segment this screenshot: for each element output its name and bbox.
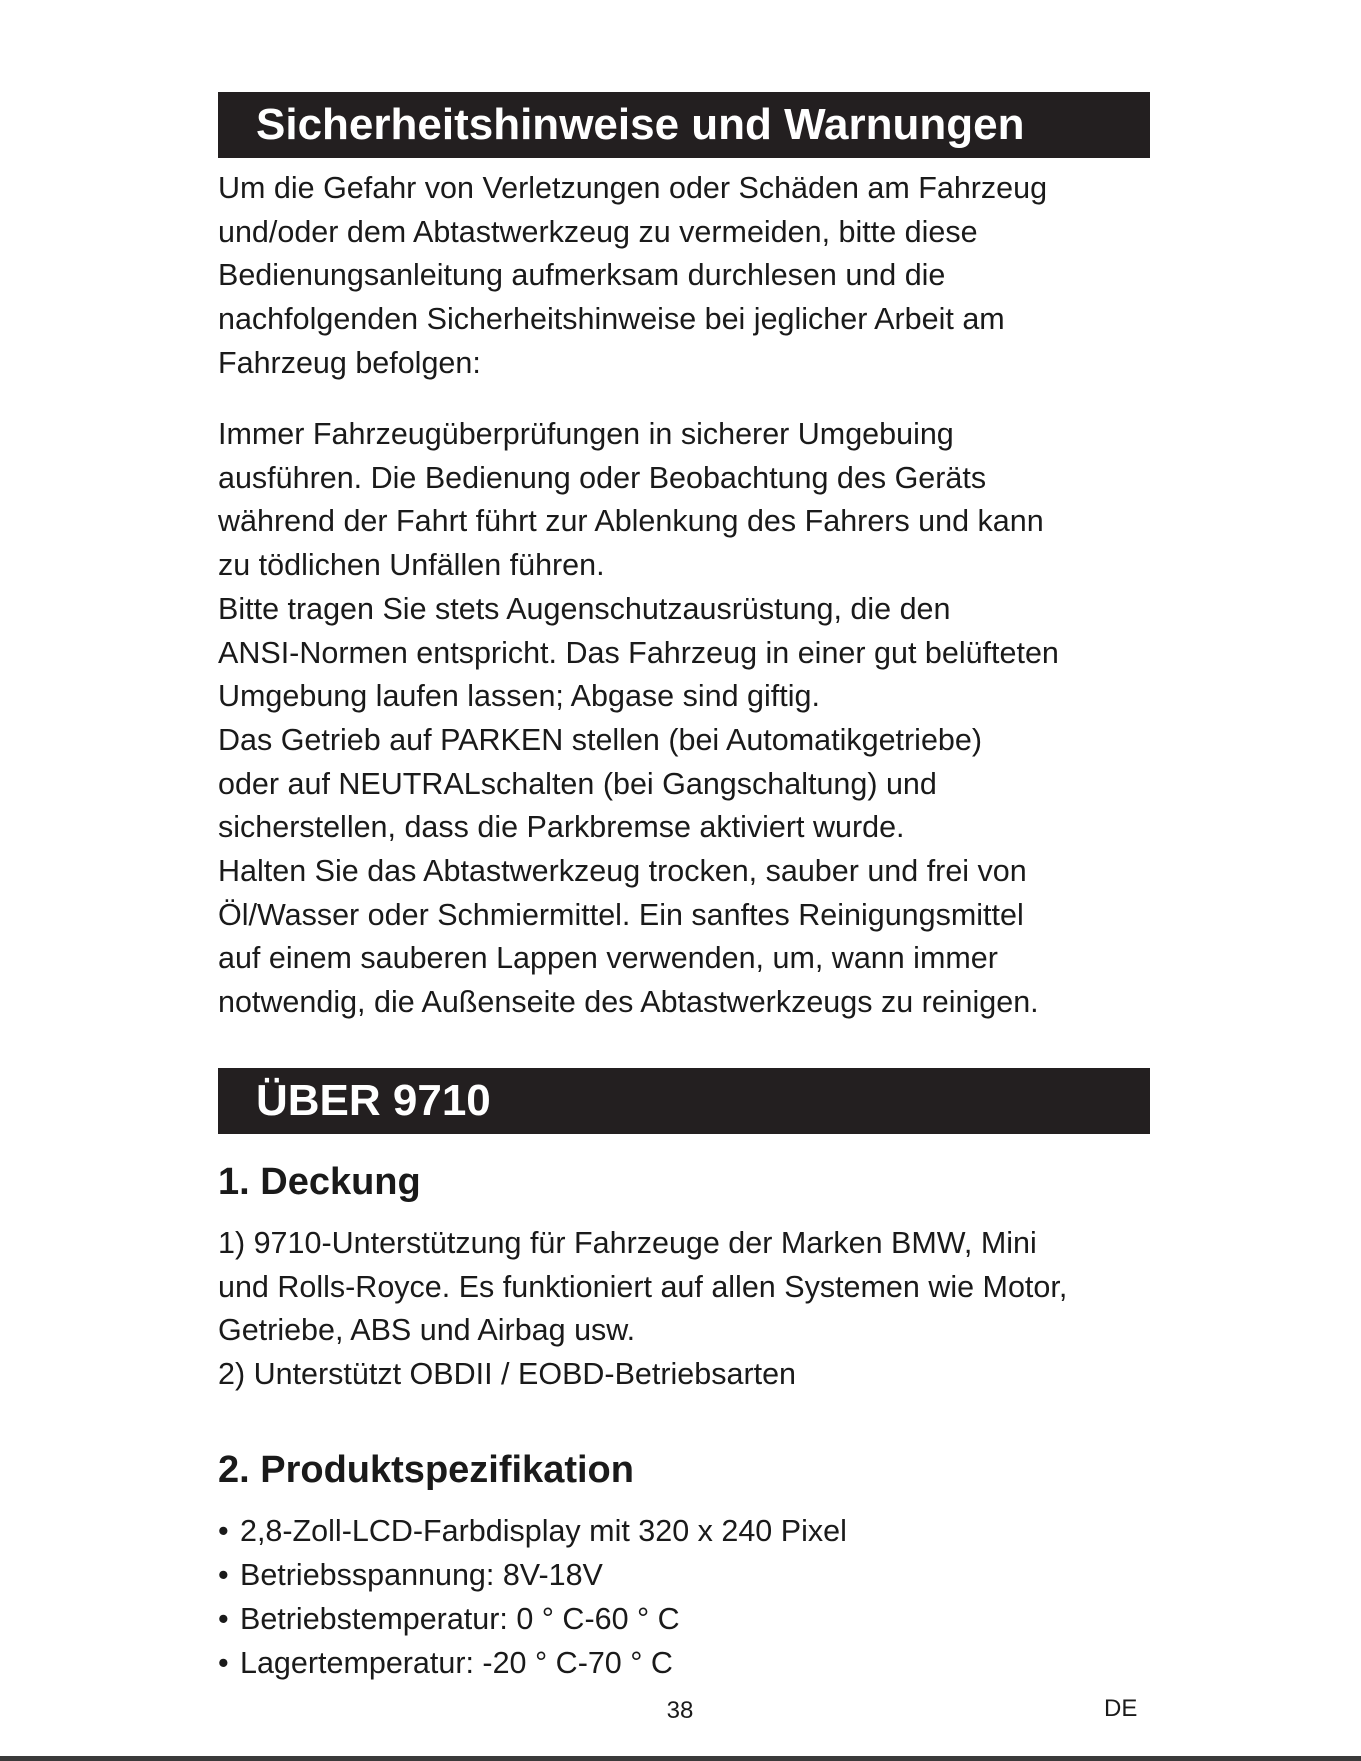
bullet-icon: • (218, 1558, 229, 1592)
page-number: 38 (666, 1697, 694, 1724)
safety-section-banner: Sicherheitshinweise und Warnungen (218, 92, 1150, 158)
text-line: Das Getrieb auf PARKEN stellen (bei Automatikgetriebe) (218, 722, 982, 757)
language-code: DE (1104, 1695, 1138, 1722)
text-line: nachfolgenden Sicherheitshinweise bei jeglicher Arbeit am (218, 302, 1005, 337)
safety-instructions-paragraph (218, 413, 1158, 1025)
text-line: ausführen. Die Bedienung oder Beobachtung des Geräts (218, 460, 987, 495)
text-line: Fahrzeug befolgen: (218, 345, 481, 380)
text-line: und Rolls-Royce. Es funktioniert auf allen Systemen wie Motor, (218, 1269, 1068, 1304)
text-line: sicherstellen, dass die Parkbremse aktiviert wurde. (218, 810, 905, 845)
page-bottom-divider (0, 1756, 1361, 1761)
text-line: während der Fahrt führt zur Ablenkung des Fahrers und kann (218, 504, 1044, 539)
bullet-icon: • (218, 1514, 229, 1548)
text-line: auf einem sauberen Lappen verwenden, um, wann immer (218, 941, 998, 976)
text-line: ANSI-Normen entspricht. Das Fahrzeug in einer gut belüfteten (218, 635, 1059, 670)
spec-text: 2,8-Zoll-LCD-Farbdisplay mit 320 x 240 Pixel (240, 1514, 847, 1548)
text-line: Bitte tragen Sie stets Augenschutzausrüstung, die den (218, 591, 951, 626)
text-line: Immer Fahrzeugüberprüfungen in sicherer Umgebuing (218, 417, 954, 451)
text-line: notwendig, die Außenseite des Abtastwerkzeugs zu reinigen. (218, 985, 1039, 1020)
coverage-heading: 1. Deckung (218, 1161, 421, 1203)
specification-heading: 2. Produktspezifikation (218, 1449, 634, 1491)
text-line: Halten Sie das Abtastwerkzeug trocken, sauber und frei von (218, 854, 1027, 889)
specification-list (218, 1509, 847, 1685)
text-line: Getriebe, ABS und Airbag usw. (218, 1313, 636, 1348)
text-line: Bedienungsanleitung aufmerksam durchlesen und die (218, 258, 946, 293)
bullet-icon: • (218, 1602, 229, 1636)
text-line: und/oder dem Abtastwerkzeug zu vermeiden, bitte diese (218, 214, 978, 249)
text-line: 2) Unterstützt OBDII / EOBD-Betriebsarten (218, 1357, 796, 1392)
bullet-icon: • (218, 1646, 229, 1680)
list-item (218, 1509, 847, 1553)
list-item (218, 1597, 847, 1641)
list-item (218, 1553, 847, 1597)
spec-text: Lagertemperatur: -20 ° C-70 ° C (240, 1646, 673, 1680)
coverage-paragraph (218, 1222, 1158, 1397)
spec-text: Betriebstemperatur: 0 ° C-60 ° C (240, 1602, 680, 1636)
text-line: zu tödlichen Unfällen führen. (218, 548, 605, 583)
safety-intro-paragraph (218, 167, 1158, 386)
text-line: oder auf NEUTRALschalten (bei Gangschaltung) und (218, 766, 937, 801)
text-line: Öl/Wasser oder Schmiermittel. Ein sanftes Reinigungsmittel (218, 897, 1024, 932)
text-line: 1) 9710-Unterstützung für Fahrzeuge der Marken BMW, Mini (218, 1226, 1037, 1260)
spec-text: Betriebsspannung: 8V-18V (240, 1558, 603, 1592)
about-section-banner: ÜBER 9710 (218, 1068, 1150, 1134)
text-line: Um die Gefahr von Verletzungen oder Schäden am Fahrzeug (218, 171, 1048, 205)
text-line: Umgebung laufen lassen; Abgase sind giftig. (218, 679, 820, 714)
list-item (218, 1641, 847, 1685)
